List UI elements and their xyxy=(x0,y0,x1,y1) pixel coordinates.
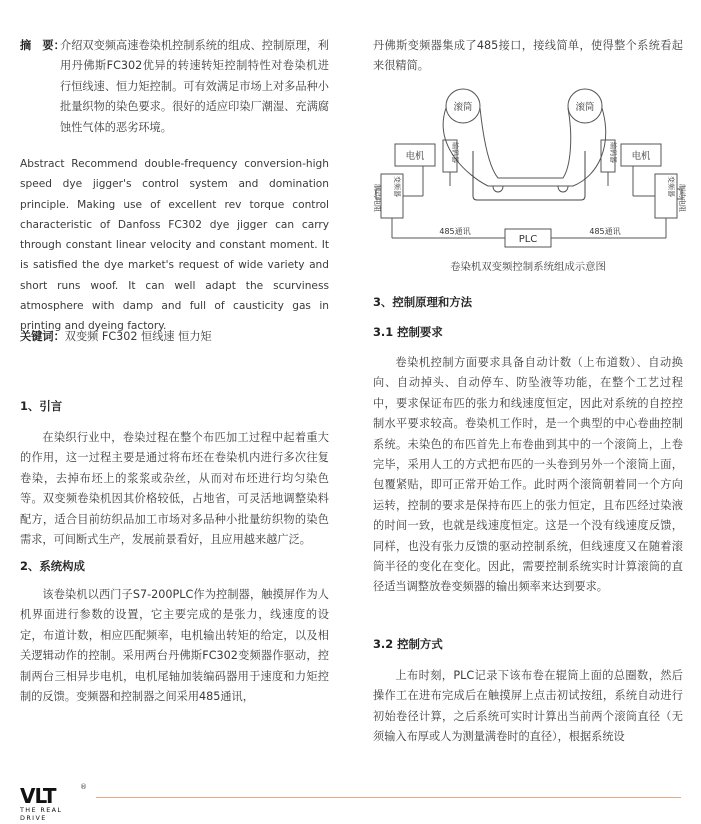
section-1-title: 1、引言 xyxy=(20,399,63,413)
section-2-title: 2、系统构成 xyxy=(20,559,85,573)
logo-mark: VLT xyxy=(20,784,56,808)
section-3-title: 3、控制原理和方法 xyxy=(373,295,473,309)
comm-right-label: 485通讯 xyxy=(589,227,621,236)
comm-left-label: 485通讯 xyxy=(439,227,471,236)
resistor-right-label: 制动电阻 xyxy=(678,184,686,212)
abstract-label: 摘 要： xyxy=(20,39,65,52)
logo-tagline: THE REAL DRIVE xyxy=(20,806,63,822)
plc-label: PLC xyxy=(518,234,538,245)
section-3-2-paragraph: 上布时刻，PLC记录下该布卷在辊筒上面的总圈数，然后操作工在进布完成后在触摸屏上点击初试按纽，系统自动进行初始卷径计算，之后系统可实时计算出当前两个滚筒直径（无须输入布厚或人为测量满卷时的直径），根据系统设 xyxy=(373,669,683,744)
system-diagram xyxy=(373,86,686,256)
inverter-left-label: 变频器 xyxy=(393,176,401,197)
section-1-paragraph: 在染织行业中，卷染过程在整个布匹加工过程中起着重大的作用，这一过程主要是通过将布坯在卷染机内进行多次往复卷染，去掉布坯上的浆浆或杂丝，从而对布坯进行均匀染色等。双变频卷染机因其价格较低，占地省，可灵活地调整染料配方，适合目前纺织品加工市场对多品种小批量纺织物的染色需求，可间断式生产，发展前景看好，且应用越来越广泛。 xyxy=(20,431,329,547)
keywords-text: 双变频 FC302 恒线速 恒力矩 xyxy=(64,330,212,343)
motor-left-label: 电机 xyxy=(405,151,425,162)
abstract-text: 介绍双变频高速卷染机控制系统的组成、控制原理，利用丹佛斯FC302优异的转速转矩控制特性对卷染机进行恒线速、恒力矩控制。可有效满足市场上对多品种小批量织物的染色要求。很好的适应印染厂潮湿、充满腐蚀性气体的恶劣环境。 xyxy=(60,39,329,134)
inverter-right-label: 变频器 xyxy=(667,176,675,197)
figure-caption: 卷染机双变频控制系统组成示意图 xyxy=(450,261,606,273)
encoder-left-label: 编码器 xyxy=(451,142,459,163)
encoder-right-label: 编码器 xyxy=(609,142,617,163)
abstract-english: Abstract Recommend double-frequency conversion-high speed dye jigger's control system and domination principle. Making use of excellent rev torque control characteristic of Danfoss FC302 dye jigger can carry through constant linear velocity and constant moment. It is satisfied the dye market's request of wide variety and short runs woof. It can well adapt the scurviness atmosphere with damp and full of causticity gas in printing and dyeing factory. xyxy=(20,158,329,333)
section-3-1-paragraph: 卷染机控制方面要求具备自动计数（上布道数）、自动换向、自动掉头、自动停车、防坠液等功能，在整个工艺过程中，要求保证布匹的张力和线速度恒定，因此对系统的自控控制水平要求较高。卷染机工作时，是一个典型的中心卷曲控制系统。未染色的布匹首先上布卷曲到其中的一个滚筒上，上卷完毕，采用人工的方式把布匹的一头卷到另外一个滚筒上面，包覆紧贴，即可正常开始工作。此时两个滚筒朝着同一个方向运转，控制的要求是保持布匹上的张力恒定，且布匹经过染液的时间一致，也就是线速度恒定。这是一个没有线速度反馈，同样，也没有张力反馈的驱动控制系统，但线速度又在随着滚筒半径的变化在变化。因此，需要控制系统实时计算滚筒的直径适当调整放卷变频器的输出频率来达到要求。 xyxy=(373,356,683,594)
keywords-label: 关键词： xyxy=(20,330,65,343)
roller-right-label: 滚筒 xyxy=(575,102,595,113)
section-3-1-title: 3.1 控制要求 xyxy=(373,325,443,339)
registered-mark: ® xyxy=(80,783,87,791)
vlt-logo xyxy=(20,783,87,822)
abstract-cn xyxy=(20,36,329,138)
section-2-continued: 丹佛斯变频器集成了485接口，接线简单，使得整个系统看起来很精简。 xyxy=(373,39,683,73)
section-3-2-title: 3.2 控制方式 xyxy=(373,637,443,651)
section-2-paragraph: 该卷染机以西门子S7-200PLC作为控制器，触摸屏作为人机界面进行参数的设置，它主要完成的是张力，线速度的设定，布道计数，相应匹配频率，电机输出转矩的给定，以及相关逻辑动作的控制。采用两台丹佛斯FC302变频器作驱动，控制两台三相异步电机，电机尾轴加装编码器用于速度和力矩控制的反馈。变频器和控制器之间采用485通讯， xyxy=(20,588,329,704)
keywords xyxy=(20,327,212,347)
resistor-left-label: 制动电阻 xyxy=(373,184,381,212)
footer-divider xyxy=(96,797,681,798)
motor-right-label: 电机 xyxy=(631,151,651,162)
roller-left-label: 滚筒 xyxy=(453,102,473,113)
